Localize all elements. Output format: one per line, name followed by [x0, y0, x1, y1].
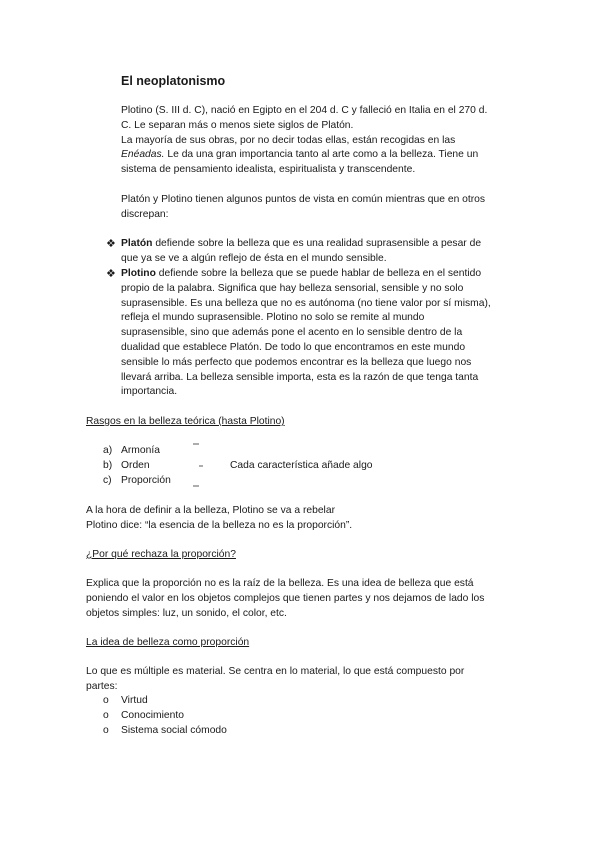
list-item: b) Orden [103, 459, 150, 471]
intro-line: C. Le separan más o menos siete siglos de Platón. [121, 119, 354, 131]
diamond-bullet-icon: ❖ [106, 238, 116, 250]
intro-paragraph [121, 104, 521, 178]
section-heading-porque: ¿Por qué rechaza la proporción? [86, 549, 236, 560]
rebelar-paragraph: A la hora de definir a la belleza, Plotino se va a rebelar Plotino dice: “la esencia de la belleza no es la proporción”. [86, 505, 353, 531]
bullet-platon: Platón defiende sobre la belleza que es una realidad suprasensible a pesar de que ya se ve a algún reflejo de ésta en el mundo sensible. [121, 238, 482, 264]
brace-note: Cada característica añade algo [230, 460, 373, 471]
intro-line: Enéadas. Le da una gran importancia tanto al arte como a la belleza. Tiene un [121, 149, 479, 161]
common-line: Platón y Plotino tienen algunos puntos de vista en común mientras que en otros [121, 194, 486, 205]
rasgos-list [103, 444, 171, 488]
bullet-plotino: Plotino defiende sobre la belleza que se puede hablar de belleza en el sentido propio de la palabra. Significa que hay belleza sensorial, sensible y no solo suprasensible. Es una belleza que no es autónoma (no tiene valor por sí misma), refleja el mundo suprasensible. Plotino no solo se remite al mundo suprasensible, sino que además pone el acento en lo sensible dentro de la dualidad que establece Platón. De todo lo que encontramos en este mundo sensible lo más perfecto que podemos encontrar es la belleza que luego nos llevará arriba. La belleza sensible importa, esta es la razón de que tenga tanta importancia. [121, 268, 491, 398]
list-item: c) Proporción [103, 474, 171, 486]
section-heading-rasgos: Rasgos en la belleza teórica (hasta Plotino) [86, 416, 285, 427]
list-item: o Conocimiento [103, 709, 227, 724]
circle-bullet-icon: o [103, 709, 109, 721]
common-line: discrepan: [121, 208, 169, 220]
page-title: El neoplatonismo [121, 74, 226, 88]
common-paragraph [121, 193, 521, 223]
intro-line: sistema de pensamiento idealista, espiritualista y transcendente. [121, 164, 416, 176]
idea-paragraph: Lo que es múltiple es material. Se centra en lo material, lo que está compuesto por partes: [86, 666, 465, 692]
idea-list [103, 694, 227, 738]
brace-icon [190, 440, 204, 490]
circle-bullet-icon: o [103, 724, 109, 736]
book-title: Enéadas. [121, 149, 165, 161]
section-heading-idea: La idea de belleza como proporción [86, 637, 250, 648]
circle-bullet-icon: o [103, 695, 109, 706]
bullet-name: Platón [121, 238, 153, 249]
list-item: o Virtud [103, 694, 227, 709]
diamond-bullet-icon: ❖ [106, 268, 116, 280]
list-item: o Sistema social cómodo [103, 724, 227, 739]
porque-paragraph: Explica que la proporción no es la raíz de la belleza. Es una idea de belleza que está poniendo el valor en los objetos complejos que tienen partes y nos dejamos de lado los objetos simples: luz, un sonido, el color, etc. [86, 578, 485, 619]
intro-line: Plotino (S. III d. C), nació en Egipto en el 204 d. C y falleció en Italia en el 270 d. [121, 105, 488, 116]
list-item: a) Armonía [103, 445, 160, 456]
bullet-name: Plotino [121, 268, 156, 279]
intro-line: La mayoría de sus obras, por no decir todas ellas, están recogidas en las [121, 134, 456, 146]
